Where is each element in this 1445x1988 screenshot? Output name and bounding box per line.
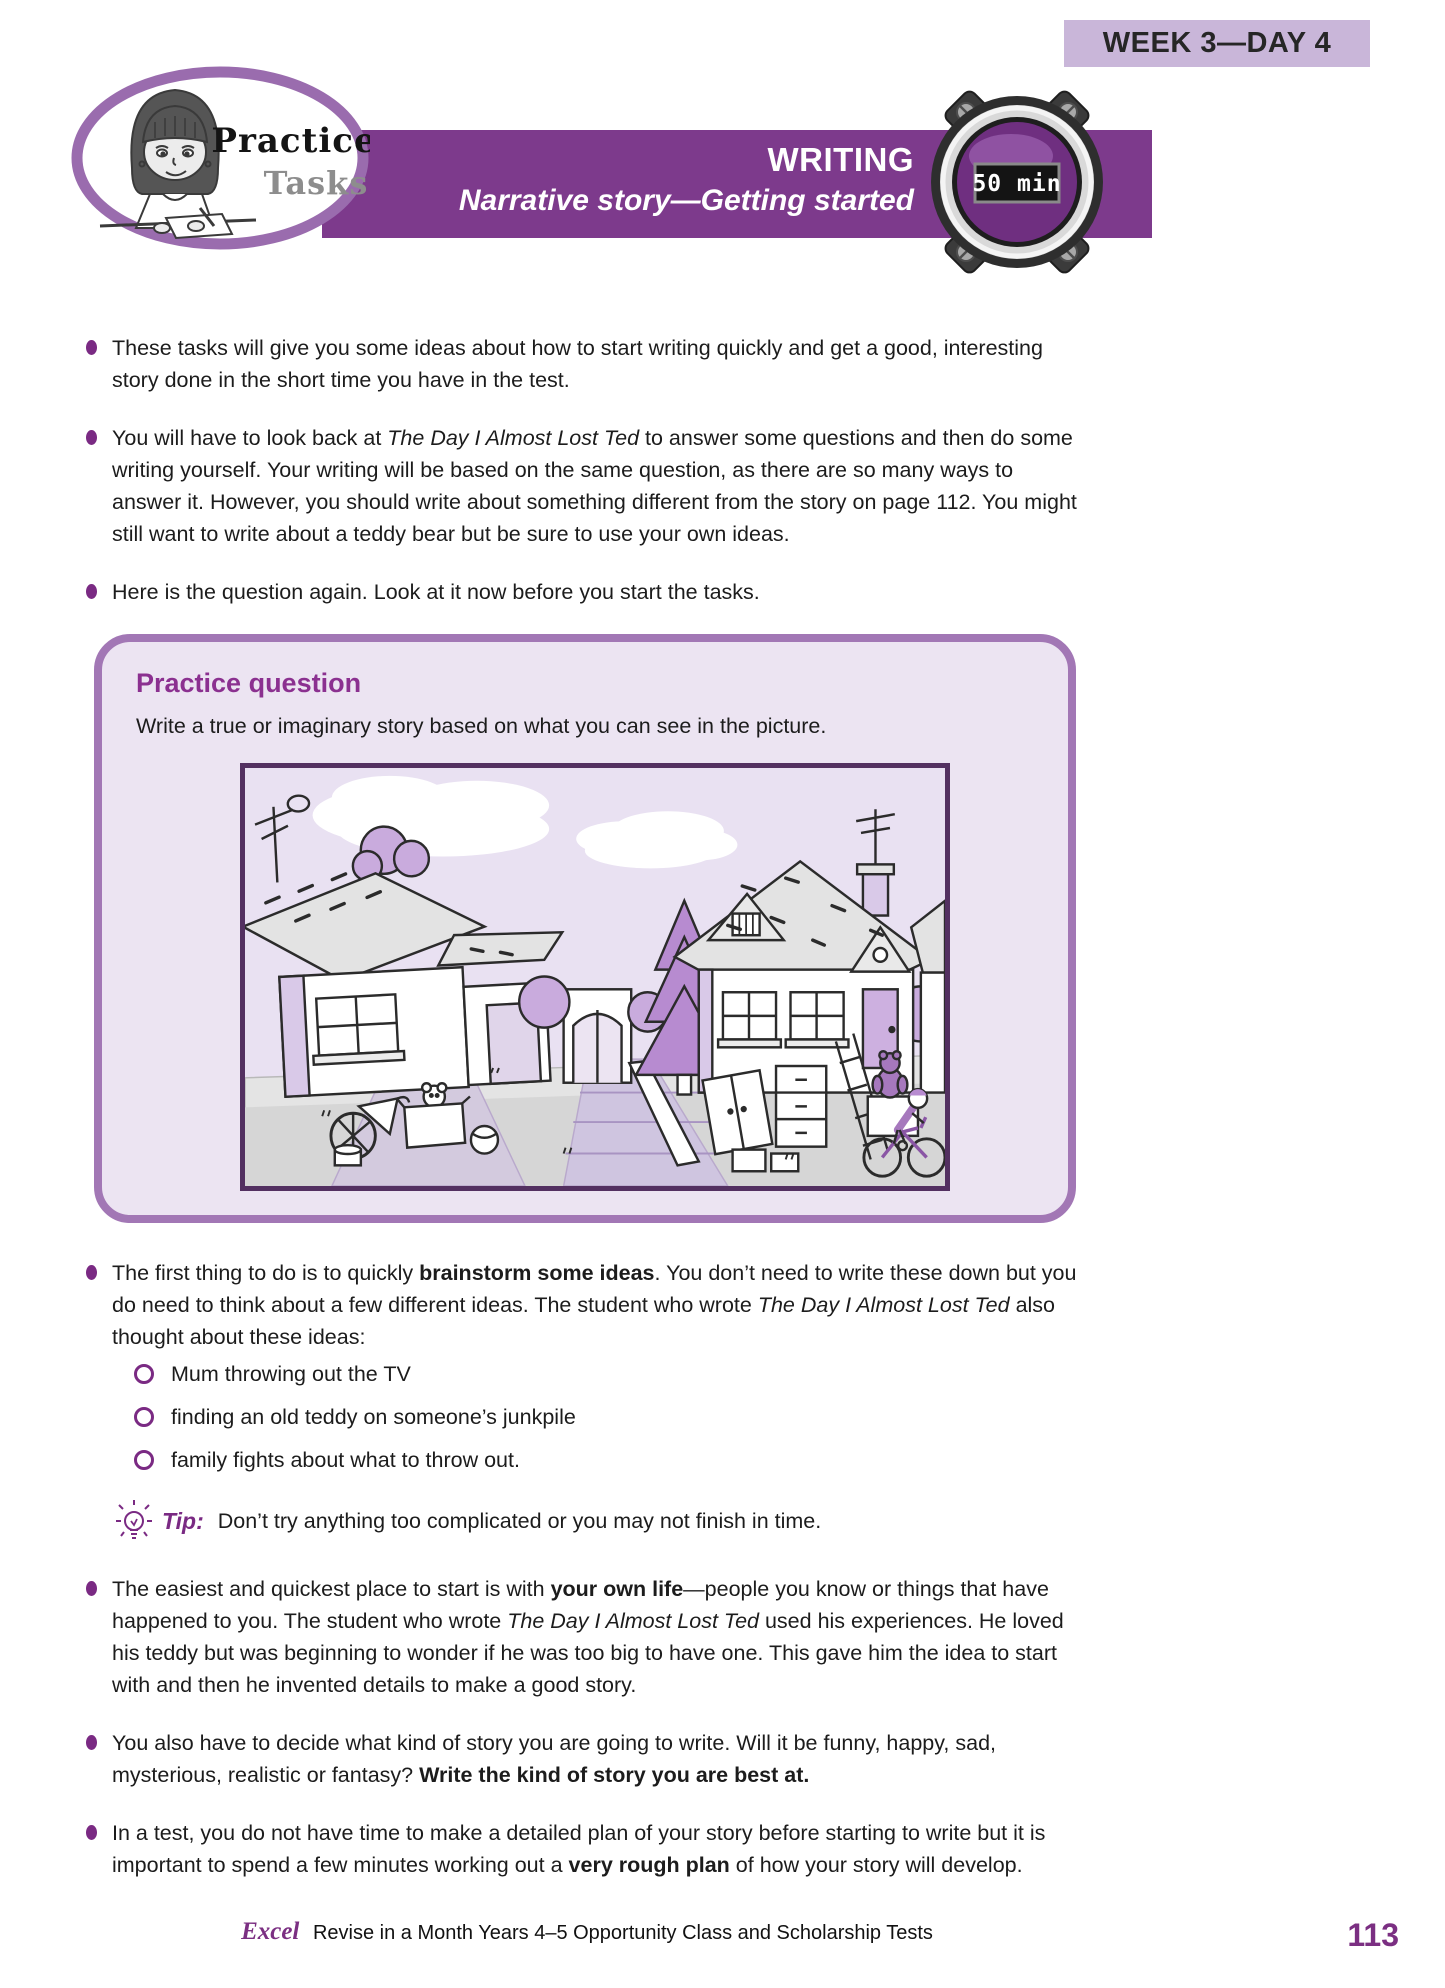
bullet-dot: [86, 1581, 97, 1596]
bullet-dot: [86, 340, 97, 355]
footer-title: Revise in a Month Years 4–5 Opportunity Class and Scholarship Tests: [312, 1922, 933, 1944]
bullet-dot: [86, 584, 97, 599]
bullet-text: Here is the question again. Look at it now before you start the tasks.: [112, 580, 760, 604]
practice-question-title: Practice question: [136, 668, 362, 698]
circle-bullet-icon: [134, 1450, 154, 1470]
practice-question-box: [94, 634, 1076, 1223]
street-junk-illustration: [240, 763, 950, 1191]
bullet-kind-of-story: [86, 1727, 1088, 1791]
bullet-own-life: [86, 1573, 1088, 1701]
bullet-text: You will have to look back at The Day I Almost Lost Ted to answer some questions and then do some writing yourself. Your writing will be based on the same question, as there are so many ways to answer it. However, you should write about something different from the story on page 112. You might still want to write about a teddy bear but be sure to use your own ideas.: [112, 426, 1077, 546]
topic-subtitle: Narrative story—Getting started: [458, 184, 914, 217]
bullet-text: The easiest and quickest place to start is with your own life—people you know or things that have happened to you. The student who wrote The Day I Almost Lost Ted used his experiences. He loved his teddy but was beginning to wonder if he was too big to have one. This gave him the idea to start with and then he invented details to make a good story.: [112, 1577, 1064, 1697]
page-body: [86, 332, 1088, 1907]
week-banner-label: WEEK 3—DAY 4: [1102, 27, 1332, 59]
bullet-dot: [86, 1265, 97, 1280]
bullet-dot: [86, 430, 97, 445]
bullet-text: In a test, you do not have time to make a detailed plan of your story before starting to write but it is important to spend a few minutes working out a very rough plan of how your story will develop.: [112, 1821, 1046, 1877]
bullet-text: The first thing to do is to quickly brainstorm some ideas. You don’t need to write these down but you do need to think about a few different ideas. The student who wrote The Day I Almost Lost Ted also thought about these ideas:: [112, 1261, 1077, 1349]
tip-text: Don’t try anything too complicated or you may not finish in time.: [217, 1508, 822, 1533]
tip-row: [116, 1499, 1088, 1543]
bullet-intro-3: [86, 576, 1088, 608]
bullet-brainstorm: [86, 1257, 1088, 1353]
practice-question-text: Write a true or imaginary story based on what you can see in the picture.: [136, 714, 827, 738]
lightbulb-icon: [116, 1499, 152, 1543]
timer-icon: [925, 76, 1109, 288]
logo-word-practice: Practice: [211, 121, 370, 161]
footer-brand: Excel: [241, 1918, 300, 1945]
circle-bullet-icon: [134, 1364, 154, 1384]
idea-item-2: [134, 1402, 1088, 1432]
timer-art: [925, 76, 1109, 288]
street-junk-illustration-art: [245, 768, 945, 1186]
header-titles: [459, 142, 914, 218]
page-number: 113: [1347, 1917, 1399, 1953]
idea-text: finding an old teddy on someone’s junkpile: [171, 1405, 576, 1429]
week-banner: [1064, 20, 1370, 67]
bullet-intro-1: [86, 332, 1088, 396]
practice-tasks-logo-art: [70, 66, 370, 250]
subject-title: WRITING: [767, 141, 914, 178]
bullet-text: These tasks will give you some ideas about how to start writing quickly and get a good, interesting story done in the short time you have in the test.: [112, 336, 1043, 392]
idea-text: family fights about what to throw out.: [171, 1448, 520, 1472]
bullet-text: You also have to decide what kind of story you are going to write. Will it be funny, happy, sad, mysterious, realistic or fantasy? Write the kind of story you are best at.: [112, 1731, 996, 1787]
circle-bullet-icon: [134, 1407, 154, 1427]
idea-text: Mum throwing out the TV: [171, 1362, 411, 1386]
bullet-dot: [86, 1825, 97, 1840]
bullet-rough-plan: [86, 1817, 1088, 1881]
idea-item-1: [134, 1359, 1088, 1389]
idea-item-3: [134, 1445, 1088, 1475]
footer: [86, 1918, 1088, 1946]
tip-label: Tip:: [162, 1507, 204, 1534]
timer-lcd: [972, 164, 1061, 202]
logo-word-tasks: Tasks: [263, 164, 369, 202]
idea-list: [134, 1359, 1088, 1475]
bullet-dot: [86, 1735, 97, 1750]
bullet-intro-2: [86, 422, 1088, 550]
timer-lcd-value: 50 min: [972, 171, 1062, 197]
practice-tasks-logo: [70, 66, 370, 250]
